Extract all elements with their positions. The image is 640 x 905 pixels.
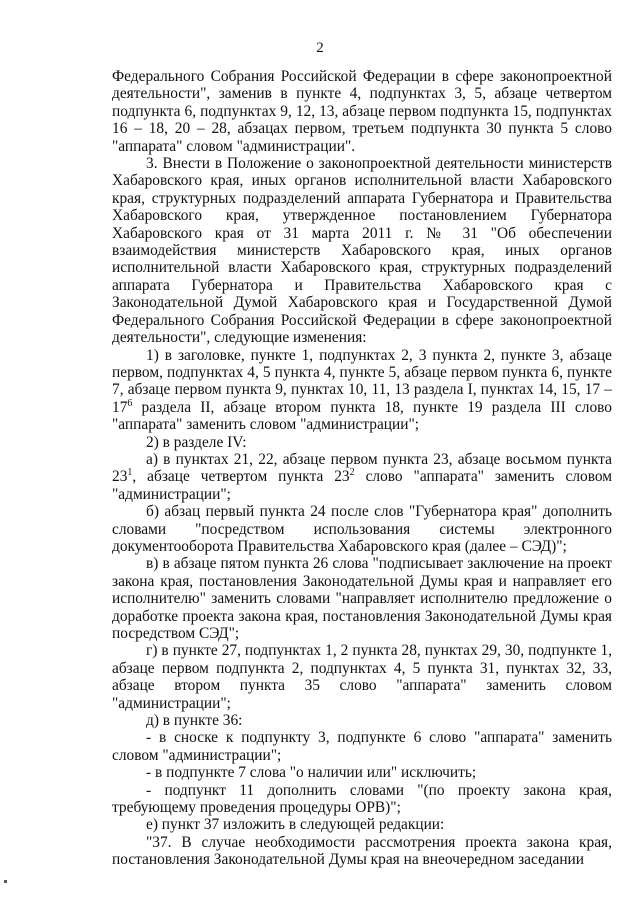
paragraph (112, 834, 612, 869)
paragraph (112, 729, 612, 764)
page-number: 2 (316, 40, 324, 56)
paragraph-text: , абзаце четвертом пункта 23 (132, 468, 350, 486)
paragraph (112, 503, 612, 555)
superscript: 6 (127, 397, 133, 409)
paragraph (112, 434, 612, 451)
paragraph (112, 555, 612, 642)
paragraph-text: 3. Внести в Положение о законопроектной деятельности министерств Хабаровского края, иных органов исполнительной власти Хабаровского края, структурных подразделений аппарата Губернатора и Правительства Хабаровского края, утвержденное постановлением Губернатора Хабаровского края от 31 марта 2011 г. № 31 "Об обеспечении взаимодействия министерств Хабаровского края, иных органов исполнительной власти Хабаровского края, структурных подразделений аппарата Губернатора и Правительства Хабаровского края с Законодательной Думой Хабаровского края и Государственной Думой Федерального Собрания Российской Федерации в сфере законопроектной деятельности", следующие изменения: (112, 155, 612, 347)
paragraph (112, 451, 612, 503)
paragraph-text: г) в пункте 27, подпунктах 1, 2 пункта 28, пунктах 29, 30, подпункте 1, абзаце первом подпункта 2, подпунктах 4, 5 пункта 31, пунктах 32, 33, абзаце втором пункта 35 слово "аппарата" заменить словом "администрации"; (112, 642, 612, 712)
paragraph-text: е) пункт 37 изложить в следующей редакции: (146, 816, 445, 834)
superscript: 2 (349, 467, 355, 479)
paragraph-text: 2) в разделе IV: (146, 433, 247, 451)
paragraph-text: в) в абзаце пятом пункта 26 слова "подписывает заключение на проект закона края, постановления Законодательной Думы края и направляет его исполнителю" заменить словами "направляет исполнителю предложение о доработке проекта закона края, постановления Законодательной Думы края посредством СЭД"; (112, 555, 612, 642)
paragraph-text: - подпункт 11 дополнить словами "(по проекту закона края, требующему проведения процедуры ОРВ)"; (112, 781, 612, 817)
paragraph-text: - в сноске к подпункту 3, подпункте 6 слово "аппарата" заменить словом "администрации"; (112, 729, 612, 764)
paragraph-text: Федерального Собрания Российской Федерации в сфере законопроектной деятельности", заменив в пункте 4, подпунктах 3, 5, абзаце четвертом подпункта 6, подпунктах 9, 12, 13, абзаце первом подпункта 15, подпунктах 16 – 18, 20 – 28, абзацах первом, третьем подпункта 30 пункта 5 слово "аппарата" словом "администрации". (112, 68, 612, 155)
document-body (112, 68, 612, 869)
paragraph (112, 347, 612, 434)
paragraph-text: д) в пункте 36: (146, 712, 243, 730)
paragraph (112, 764, 612, 781)
paragraph-text: раздела II, абзаце втором пункта 18, пункте 19 раздела III слово "аппарата" заменить словом "администрации"; (112, 398, 612, 434)
paragraph (112, 712, 612, 729)
paragraph-text: а) в пунктах 21, 22, абзаце первом пункта 23, абзаце восьмом пункта 23 (112, 450, 612, 486)
superscript: 1 (127, 467, 133, 479)
scan-mark (4, 880, 7, 883)
paragraph-text: 1) в заголовке, пункте 1, подпунктах 2, 3 пункта 2, пункте 3, абзаце первом, подпунктах 4, 5 пункта 4, пункте 5, абзаце первом пункта 6, пункте 7, абзаце первом пункта 9, пунктах 10, 11, 13 раздела I, пунктах 14, 15, 17 – 17 (112, 346, 612, 416)
paragraph (112, 816, 612, 833)
paragraph-text: б) абзац первый пункта 24 после слов "Губернатора края" дополнить словами "посредством использования системы электронного документооборота Правительства Хабаровского края (далее – СЭД)"; (112, 503, 612, 555)
paragraph-text: - в подпункте 7 слова "о наличии или" исключить; (146, 764, 477, 782)
paragraph (112, 782, 612, 817)
paragraph (112, 68, 612, 155)
paragraph (112, 642, 612, 712)
paragraph (112, 155, 612, 346)
paragraph-text: "37. В случае необходимости рассмотрения проекта закона края, постановления Законодательной Думы края на внеочередном заседании (112, 833, 612, 869)
paragraph-text: слово "аппарата" заменить словом "администрации"; (112, 468, 612, 503)
